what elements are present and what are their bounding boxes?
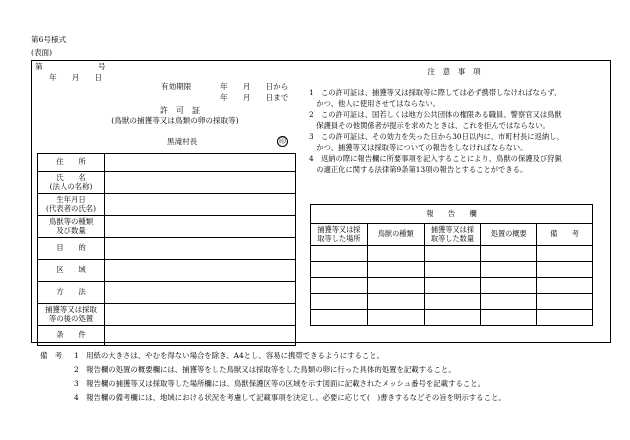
footnotes-label: 備 考: [40, 351, 63, 360]
note-line: 2 この許可証は、国若しくは地方公共団体の権限ある職員、警察官又は鳥獣: [309, 110, 562, 119]
note-line: かつ、捕獲等又は採取等についての報告をしなければならない。: [309, 143, 528, 152]
validity-from: 年 月 日から: [220, 82, 289, 91]
label-conditions: 条 件: [38, 326, 105, 346]
label-address: 住 所: [38, 154, 105, 172]
value-area: [105, 260, 296, 282]
value-disposal: [105, 304, 296, 326]
seal-mark: 印: [279, 137, 286, 145]
label-disposal: 捕獲等又は採取 等の後の処置: [38, 304, 105, 326]
notes-title: 注 意 事 項: [427, 67, 481, 76]
footnote-item: 2 報告欄の処置の概要欄には、捕獲等をした鳥獣又は採取等をした鳥類の卵に行った具体的処置を記載すること。: [74, 365, 456, 374]
issue-date: 年 月 日: [49, 73, 103, 82]
footnote-item: 1 用紙の大きさは、やむを得ない場合を除き、A4とし、容易に携帯できるようにすること。: [74, 351, 385, 360]
report-row: [311, 278, 593, 294]
validity-label: 有効期限: [161, 82, 192, 91]
label-name: 氏 名 (法人の名称): [38, 172, 105, 194]
permit-subtitle: (鳥獣の捕獲等又は鳥類の卵の採取等): [111, 116, 239, 125]
label-species: 鳥獣等の種類 及び数量: [38, 216, 105, 238]
label-method: 方 法: [38, 282, 105, 304]
note-line: 3 この許可証は、その効力を失った日から30日以内に、市町村長に返納し、: [309, 132, 564, 141]
report-row: [311, 294, 593, 310]
value-species: [105, 216, 296, 238]
report-col-remarks: 備 考: [537, 224, 593, 246]
report-row: [311, 310, 593, 326]
permit-no-label: 第: [35, 62, 43, 71]
note-line: かつ、他人に使用させてはならない。: [309, 99, 441, 108]
label-area: 区 域: [38, 260, 105, 282]
permit-title: 許 可 証: [160, 106, 200, 115]
value-method: [105, 282, 296, 304]
side-label: (表面): [31, 48, 53, 57]
report-table: [310, 204, 593, 326]
value-purpose: [105, 238, 296, 260]
permit-no-suffix: 号: [98, 62, 106, 71]
report-title: 報 告 欄: [311, 205, 593, 224]
value-address: [105, 154, 296, 172]
note-line: の適正化に関する法律第9条第13項の報告とすることができる。: [309, 165, 528, 174]
applicant-table: [37, 153, 296, 346]
value-conditions: [105, 326, 296, 346]
form-number: 第6号様式: [31, 35, 67, 44]
report-col-quantity: 捕獲等又は採 取等した数量: [424, 224, 481, 246]
report-row: [311, 262, 593, 278]
validity-to: 年 月 日まで: [220, 93, 289, 102]
value-name: [105, 172, 296, 194]
value-birthdate: [105, 194, 296, 216]
report-row: [311, 246, 593, 262]
report-col-species: 鳥獣の種類: [367, 224, 424, 246]
label-purpose: 目 的: [38, 238, 105, 260]
issuer-name: 黒滝村長: [167, 137, 198, 146]
footnote-item: 3 報告欄の捕獲等又は採取等した場所欄には、鳥獣保護区等の区域を示す図面に記載されたメッシュ番号を記載すること。: [74, 379, 486, 388]
note-line: 1 この許可証は、捕獲等又は採取等に際しては必ず携帯しなければならず、: [309, 88, 562, 97]
footnote-item: 4 報告欄の備考欄には、地域における状況を考慮して記載事項を決定し、必要に応じて( )書きするなどその旨を明示すること。: [74, 393, 506, 402]
report-col-location: 捕獲等又は採 取等した場所: [311, 224, 368, 246]
report-col-disposal: 処置の概要: [481, 224, 537, 246]
label-birthdate: 生年月日 (代表者の氏名): [38, 194, 105, 216]
note-line: 保護員その他関係者が提示を求めたときは、これを拒んではならない。: [309, 121, 550, 130]
note-line: 4 返納の際に報告欄に所要事項を記入することにより、鳥獣の保護及び狩猟: [309, 154, 562, 163]
